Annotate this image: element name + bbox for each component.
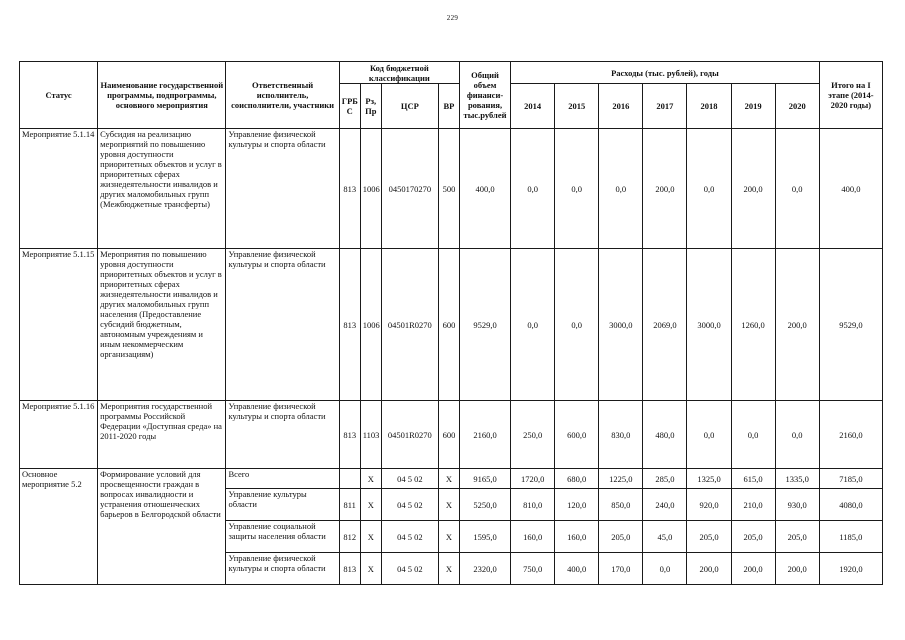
- row-year-value: 930,0: [775, 489, 819, 521]
- row-csr: 04 5 02: [381, 521, 438, 553]
- row-rzpr: X: [360, 469, 381, 489]
- row-year-value: 0,0: [511, 249, 555, 401]
- row-year-value: 200,0: [775, 249, 819, 401]
- row-grbs: 813: [339, 553, 360, 585]
- row-grbs: [339, 469, 360, 489]
- row-year-value: 3000,0: [599, 249, 643, 401]
- row-total: 400,0: [459, 129, 510, 249]
- row-stage-total: 1920,0: [819, 553, 882, 585]
- row-csr: 04 5 02: [381, 489, 438, 521]
- row-year-value: 680,0: [555, 469, 599, 489]
- row-vr: X: [438, 469, 459, 489]
- budget-table: [19, 61, 883, 585]
- row-year-value: 250,0: [511, 401, 555, 469]
- table-row: [20, 469, 883, 489]
- row-year-value: 200,0: [731, 129, 775, 249]
- header-expenses: Расходы (тыс. рублей), годы: [511, 62, 820, 84]
- row-rzpr: 1006: [360, 249, 381, 401]
- row-status: Мероприятие 5.1.15: [20, 249, 98, 401]
- header-budget-code: Код бюджетной классификации: [339, 62, 459, 84]
- header-year: 2014: [511, 84, 555, 129]
- row-year-value: 160,0: [555, 521, 599, 553]
- row-total: 5250,0: [459, 489, 510, 521]
- row-total: 1595,0: [459, 521, 510, 553]
- row-rzpr: 1103: [360, 401, 381, 469]
- row-year-value: 1260,0: [731, 249, 775, 401]
- row-name: Мероприятия по повышению уровня доступности приоритетных объектов и услуг в приоритетных сферах жизнедеятельности инвалидов и других маломобильных групп населения (Предоставление субсидий бюджетным, автономным учреждениям и иным некоммерческим организациям): [98, 249, 226, 401]
- row-stage-total: 1185,0: [819, 521, 882, 553]
- header-year: 2015: [555, 84, 599, 129]
- header-executor: Ответственный исполнитель, соисполнители, участники: [226, 62, 339, 129]
- row-executor: Всего: [226, 469, 339, 489]
- header-program: Наименование государственной программы, подпрограммы, основного мероприятия: [98, 62, 226, 129]
- row-year-value: 400,0: [555, 553, 599, 585]
- row-stage-total: 9529,0: [819, 249, 882, 401]
- row-year-value: 2069,0: [643, 249, 687, 401]
- row-vr: X: [438, 553, 459, 585]
- row-grbs: 813: [339, 249, 360, 401]
- header-total-funding: Общий объем финанси-рования, тыс.рублей: [459, 62, 510, 129]
- row-year-value: 0,0: [775, 129, 819, 249]
- table-row: [20, 129, 883, 249]
- row-total: 9165,0: [459, 469, 510, 489]
- row-year-value: 170,0: [599, 553, 643, 585]
- row-year-value: 0,0: [555, 249, 599, 401]
- header-year: 2016: [599, 84, 643, 129]
- row-year-value: 1720,0: [511, 469, 555, 489]
- row-total: 9529,0: [459, 249, 510, 401]
- row-grbs: 812: [339, 521, 360, 553]
- row-rzpr: X: [360, 553, 381, 585]
- header-year: 2019: [731, 84, 775, 129]
- row-year-value: 200,0: [775, 553, 819, 585]
- row-grbs: 811: [339, 489, 360, 521]
- row-year-value: 0,0: [687, 129, 731, 249]
- row-total: 2160,0: [459, 401, 510, 469]
- row-year-value: 0,0: [555, 129, 599, 249]
- row-vr: X: [438, 489, 459, 521]
- row-csr: 04501R0270: [381, 401, 438, 469]
- row-year-value: 240,0: [643, 489, 687, 521]
- row-grbs: 813: [339, 401, 360, 469]
- row-year-value: 3000,0: [687, 249, 731, 401]
- row-year-value: 0,0: [731, 401, 775, 469]
- table-row: [20, 401, 883, 469]
- row-grbs: 813: [339, 129, 360, 249]
- row-executor: Управление социальной защиты населения области: [226, 521, 339, 553]
- row-year-value: 480,0: [643, 401, 687, 469]
- row-rzpr: X: [360, 489, 381, 521]
- row-year-value: 200,0: [731, 553, 775, 585]
- row-stage-total: 7185,0: [819, 469, 882, 489]
- row-total: 2320,0: [459, 553, 510, 585]
- row-year-value: 210,0: [731, 489, 775, 521]
- row-status: Мероприятие 5.1.14: [20, 129, 98, 249]
- row-year-value: 615,0: [731, 469, 775, 489]
- row-stage-total: 400,0: [819, 129, 882, 249]
- row-year-value: 200,0: [643, 129, 687, 249]
- row-year-value: 850,0: [599, 489, 643, 521]
- header-vr: ВР: [438, 84, 459, 129]
- row-year-value: 830,0: [599, 401, 643, 469]
- row-rzpr: X: [360, 521, 381, 553]
- row-year-value: 0,0: [775, 401, 819, 469]
- row-year-value: 0,0: [643, 553, 687, 585]
- row-year-value: 205,0: [731, 521, 775, 553]
- row-year-value: 1325,0: [687, 469, 731, 489]
- header-csr: ЦСР: [381, 84, 438, 129]
- row-executor: Управление культуры области: [226, 489, 339, 521]
- table-row: [20, 249, 883, 401]
- row-csr: 04 5 02: [381, 469, 438, 489]
- row-year-value: 205,0: [687, 521, 731, 553]
- table-header: [20, 62, 883, 129]
- main-event-status: Основное мероприятие 5.2: [20, 469, 98, 585]
- row-vr: X: [438, 521, 459, 553]
- row-year-value: 205,0: [775, 521, 819, 553]
- row-year-value: 920,0: [687, 489, 731, 521]
- row-executor: Управление физической культуры и спорта области: [226, 129, 339, 249]
- header-year: 2020: [775, 84, 819, 129]
- row-name: Субсидия на реализацию мероприятий по повышению уровня доступности приоритетных объектов и услуг в приоритетных сферах жизнедеятельности инвалидов и других маломобильных групп (Межбюджетные трансферты): [98, 129, 226, 249]
- page-number: 229: [446, 14, 459, 22]
- row-year-value: 200,0: [687, 553, 731, 585]
- row-year-value: 205,0: [599, 521, 643, 553]
- row-rzpr: 1006: [360, 129, 381, 249]
- row-csr: 0450170270: [381, 129, 438, 249]
- row-year-value: 600,0: [555, 401, 599, 469]
- row-name: Мероприятия государственной программы Российской Федерации «Доступная среда» на 2011-2020 годы: [98, 401, 226, 469]
- header-rzpr: Рз, Пр: [360, 84, 381, 129]
- row-stage-total: 2160,0: [819, 401, 882, 469]
- row-year-value: 750,0: [511, 553, 555, 585]
- row-year-value: 160,0: [511, 521, 555, 553]
- header-year: 2018: [687, 84, 731, 129]
- row-executor: Управление физической культуры и спорта области: [226, 401, 339, 469]
- row-year-value: 285,0: [643, 469, 687, 489]
- row-year-value: 0,0: [599, 129, 643, 249]
- row-vr: 500: [438, 129, 459, 249]
- row-vr: 600: [438, 401, 459, 469]
- row-year-value: 1225,0: [599, 469, 643, 489]
- row-vr: 600: [438, 249, 459, 401]
- main-event-name: Формирование условий для просвещенности граждан в вопросах инвалидности и устранения отношенческих барьеров в Белгородской области: [98, 469, 226, 585]
- row-executor: Управление физической культуры и спорта области: [226, 553, 339, 585]
- row-year-value: 0,0: [511, 129, 555, 249]
- header-stage-total: Итого на I этапе (2014-2020 годы): [819, 62, 882, 129]
- row-year-value: 810,0: [511, 489, 555, 521]
- row-year-value: 45,0: [643, 521, 687, 553]
- row-year-value: 0,0: [687, 401, 731, 469]
- row-status: Мероприятие 5.1.16: [20, 401, 98, 469]
- header-grbs: ГРБ С: [339, 84, 360, 129]
- row-csr: 04501R0270: [381, 249, 438, 401]
- row-executor: Управление физической культуры и спорта области: [226, 249, 339, 401]
- row-csr: 04 5 02: [381, 553, 438, 585]
- row-year-value: 1335,0: [775, 469, 819, 489]
- row-year-value: 120,0: [555, 489, 599, 521]
- row-stage-total: 4080,0: [819, 489, 882, 521]
- header-year: 2017: [643, 84, 687, 129]
- header-status: Статус: [20, 62, 98, 129]
